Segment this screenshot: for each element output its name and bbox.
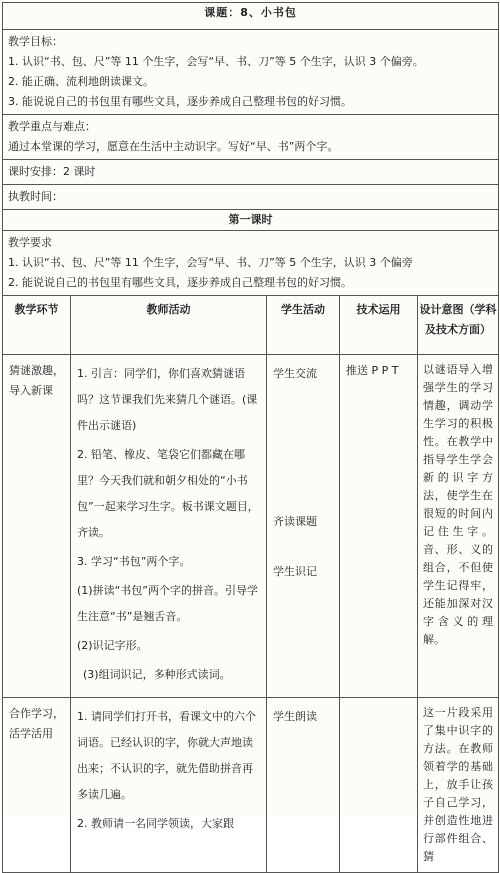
first-lesson-heading: 第一课时 <box>3 210 499 231</box>
student-activity: 学生交流 <box>273 367 317 380</box>
teacher-step: 3. 学习“书包”两个字。 <box>77 555 191 568</box>
header-student-activity: 学生活动 <box>267 296 340 355</box>
student-activity-cell <box>267 698 340 873</box>
execution-time: 执教时间： <box>3 185 499 210</box>
student-activity: 学生朗读 <box>273 710 317 723</box>
teacher-activity-cell <box>71 355 267 698</box>
student-activity: 齐读课题 <box>273 515 317 528</box>
teaching-goal-item: 2. 能正确、流利地朗读课文。 <box>8 75 154 88</box>
teaching-goal-item: 1. 认识“书、包、尺”等 11 个生字，会写“早、书、刀”等 5 个生字，认识 3 个偏旁。 <box>8 55 424 68</box>
teaching-goals-heading: 教学目标： <box>8 35 63 48</box>
table-row <box>3 355 499 698</box>
header-teacher-activity: 教师活动 <box>71 296 267 355</box>
teacher-step: (3)组词识记，多种形式读词。 <box>83 668 231 681</box>
teacher-step: 1. 引言：同学们，你们喜欢猜谜语吗？这节课我们先来猜几个谜语。(课件出示谜语) <box>77 367 258 432</box>
student-activity: 学生识记 <box>273 565 317 578</box>
teacher-step: 1. 请同学们打开书，看课文中的六个词语。已经认识的字，你就大声地读出来；不认识的字，就先借助拼音再多读几遍。 <box>77 710 256 801</box>
stage-cell: 猜谜激趣，导入新课 <box>3 355 71 698</box>
header-stage: 教学环节 <box>3 296 71 355</box>
key-points-text: 通过本堂课的学习，愿意在生活中主动识字。写好“早、书”两个字。 <box>8 140 339 153</box>
teacher-step: 2. 铅笔、橡皮、笔袋它们都藏在哪里？今天我们就和朝夕相处的“小书包”一起来学习生字。板书课文题目，齐读。 <box>77 448 259 539</box>
design-intent-cell: 以谜语导入增强学生的学习情趣，调动学生学习的积极性。在教学中指导学生学会新的识字方法，使学生在很短的时间内记住生字。音、形、义的组合，不但使学生记得牢，还能加深对汉字含义的理解。 <box>418 355 499 698</box>
teaching-goals-section <box>3 30 499 115</box>
teacher-step: 2. 教师请一名同学领读，大家跟 <box>77 817 234 830</box>
lesson-plan-table <box>2 2 499 873</box>
design-intent-cell: 这一片段采用了集中识字的方法。在教师领着学的基础上，放手让孩子自己学习，并创造性地进行部件组合、猜 <box>418 698 499 873</box>
teacher-activity-cell <box>71 698 267 873</box>
schedule: 课时安排：2 课时 <box>3 160 499 185</box>
requirements-section <box>3 231 499 296</box>
column-header-row <box>3 296 499 355</box>
lesson-title: 课题：8、小书包 <box>3 3 499 30</box>
key-points-section <box>3 115 499 160</box>
stage-cell: 合作学习，活学活用 <box>3 698 71 873</box>
header-design-intent: 设计意图（学科及技术方面） <box>418 296 499 355</box>
teaching-goal-item: 3. 能说说自己的书包里有哪些文具，逐步养成自己整理书包的好习惯。 <box>8 95 352 108</box>
technology-cell <box>340 698 418 873</box>
technology-cell: 推送 P P T <box>340 355 418 698</box>
teacher-step: (2)识记字形。 <box>77 639 148 652</box>
table-row <box>3 698 499 873</box>
key-points-heading: 教学重点与难点： <box>8 120 96 133</box>
requirements-heading: 教学要求 <box>8 236 52 249</box>
student-activity-cell <box>267 355 340 698</box>
requirement-item: 2. 能说说自己的书包里有哪些文具，逐步养成自己整理书包的好习惯。 <box>8 276 352 289</box>
header-technology: 技术运用 <box>340 296 418 355</box>
teacher-step: (1)拼读“书包”两个字的拼音。引导学生注意“书”是翘舌音。 <box>77 584 258 623</box>
requirement-item: 1. 认识“书、包、尺”等 11 个生字，会写“早、书、刀”等 5 个生字，认识 3 个偏旁 <box>8 256 413 269</box>
